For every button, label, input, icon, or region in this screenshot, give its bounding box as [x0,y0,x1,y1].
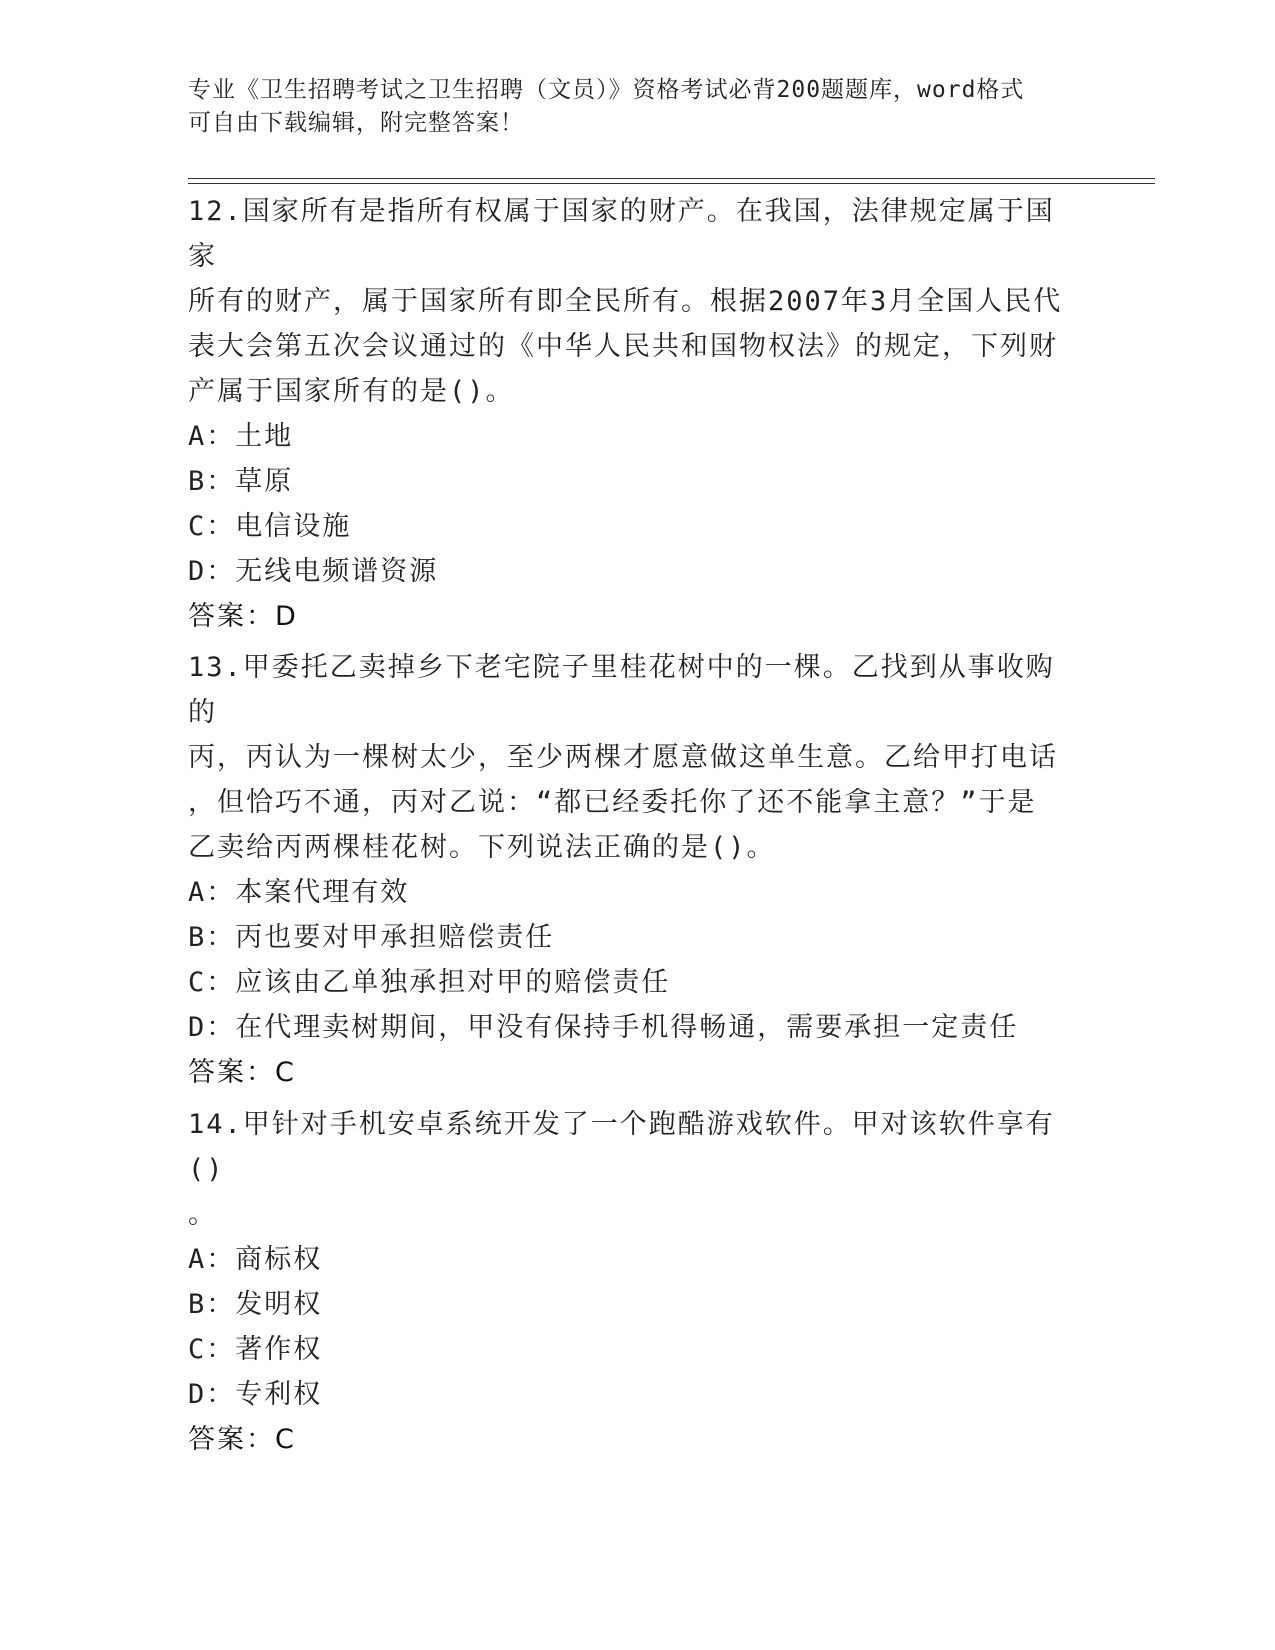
question-line: ，但恰巧不通，丙对乙说：“都已经委托你了还不能拿主意？”于是 [188,787,1037,818]
option-c: C：应该由乙单独承担对甲的赔偿责任 [188,967,671,998]
option-d: D：专利权 [188,1379,323,1410]
question-line: 产属于国家所有的是()。 [188,376,515,407]
question-line: 所有的财产，属于国家所有即全民所有。根据2007年3月全国人民代 [188,286,1063,317]
option-a: A：本案代理有效 [188,877,410,908]
option-b: B：发明权 [188,1289,323,1320]
question-line: 12.国家所有是指所有权属于国家的财产。在我国，法律规定属于国家 [188,196,1055,272]
question-line: 13.甲委托乙卖掉乡下老宅院子里桂花树中的一棵。乙找到从事收购的 [188,652,1055,728]
option-d: D：无线电频谱资源 [188,556,439,587]
question-line: 丙，丙认为一棵树太少，至少两棵才愿意做这单生意。乙给甲打电话 [188,742,1058,773]
question-line: 14.甲针对手机安卓系统开发了一个跑酷游戏软件。甲对该软件享有() [188,1109,1055,1185]
option-a: A：土地 [188,421,294,452]
question-12 [188,189,1078,639]
option-b: B：草原 [188,466,294,497]
question-line: 乙卖给丙两棵桂花树。下列说法正确的是()。 [188,832,776,863]
question-13 [188,645,1078,1095]
header-divider-bottom [188,183,1155,184]
option-c: C：著作权 [188,1334,323,1365]
question-line: 表大会第五次会议通过的《中华人民共和国物权法》的规定，下列财 [188,331,1058,362]
header-line-2: 可自由下载编辑，附完整答案！ [188,110,524,136]
header-divider-top [188,178,1155,179]
option-b: B：丙也要对甲承担赔偿责任 [188,922,555,953]
question-14 [188,1102,1078,1462]
option-d: D：在代理卖树期间，甲没有保持手机得畅通，需要承担一定责任 [188,1012,1019,1043]
question-line: 。 [188,1199,217,1230]
option-c: C：电信设施 [188,511,352,542]
header-line-1: 专业《卫生招聘考试之卫生招聘（文员）》资格考试必背200题题库，word格式 [188,77,1025,103]
answer: 答案：D [188,601,298,632]
document-header [188,74,1088,140]
option-a: A：商标权 [188,1244,323,1275]
answer: 答案：C [188,1424,296,1455]
answer: 答案：C [188,1057,296,1088]
